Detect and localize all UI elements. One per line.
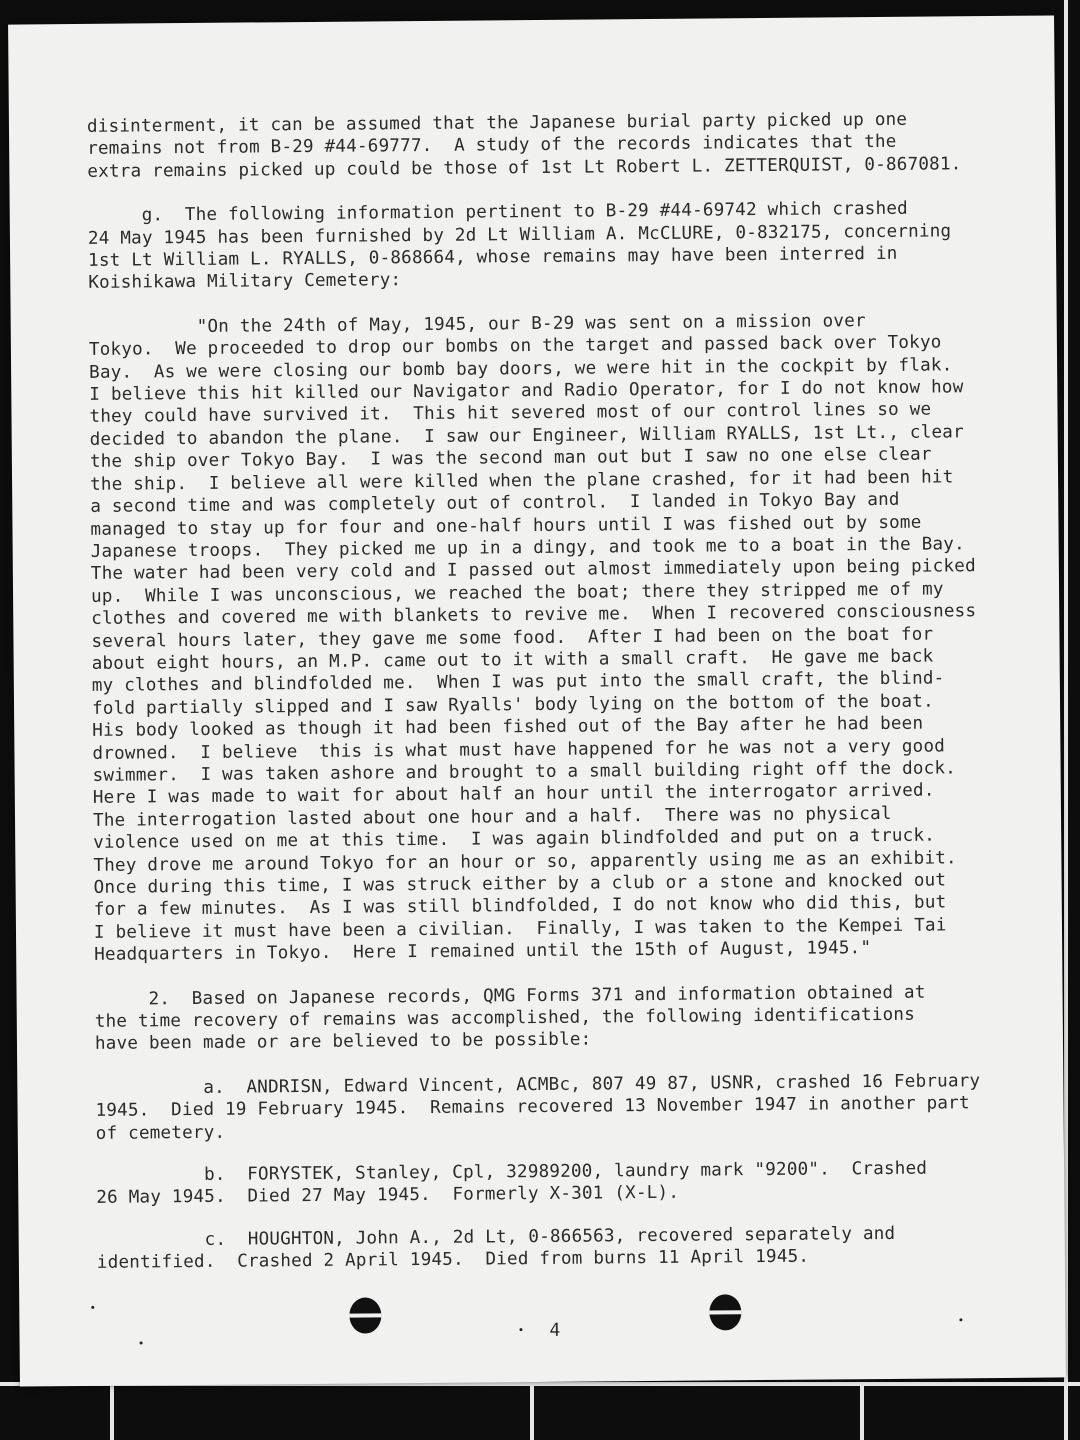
paragraph-quote (89, 309, 995, 967)
text-line: c. HOUGHTON, John A., 2d Lt, 0-866563, recovered separately and (96, 1223, 896, 1251)
text-line: swimmer. I was taken ashore and brought to a small building right off the dock. (92, 758, 957, 786)
text-line: b. FORYSTEK, Stanley, Cpl, 32989200, laundry mark "9200". Crashed (96, 1158, 928, 1186)
text-line: identified. Crashed 2 April 1945. Died from burns 11 April 1945. (96, 1246, 810, 1274)
text-line: the time recovery of remains was accomplished, the following identifications (94, 1004, 916, 1032)
binder-hole (349, 1297, 381, 1333)
text-line: drowned. I believe this is what must have happened for he was not a very good (92, 736, 946, 764)
document-body (87, 108, 997, 1274)
background-line (110, 1382, 114, 1440)
text-line: 2. Based on Japanese records, QMG Forms 371 and information obtained at (94, 982, 926, 1010)
paragraph-a (95, 1070, 996, 1145)
text-line: fold partially slipped and I saw Ryalls' body lying on the bottom of the boat. (91, 691, 934, 719)
text-line: The interrogation lasted about one hour and a half. There was no physical (92, 803, 892, 831)
text-line: my clothes and blindfolded me. When I was put into the small craft, the blind- (91, 668, 945, 697)
background-line (530, 1382, 534, 1440)
text-line: disinterment, it can be assumed that the Japanese burial party picked up one (86, 109, 908, 137)
text-line: Koishikawa Military Cemetery: (88, 270, 402, 294)
paragraph-g (88, 197, 989, 294)
text-line: 1st Lt William L. RYALLS, 0-868664, whose remains may have been interred in (88, 243, 898, 271)
text-line: Japanese troops. They picked me up in a dingy, and took me to a boat in the Bay. (90, 534, 965, 562)
text-line: the ship over Tokyo Bay. I was the second man out but I saw no one else clear (89, 444, 932, 473)
speck (140, 1341, 143, 1344)
paragraph-c (97, 1222, 997, 1275)
text-line: They drove me around Tokyo for an hour or so, apparently using me as an exhibit. (93, 847, 957, 876)
text-line: remains not from B-29 #44-69777. A study of the records indicates that the (87, 132, 897, 160)
text-line: Headquarters in Tokyo. Here I remained until the 15th of August, 1945." (94, 938, 872, 966)
text-line: of cemetery. (95, 1122, 226, 1144)
speck (91, 1306, 94, 1309)
background-line (860, 1382, 864, 1440)
speck (959, 1318, 962, 1321)
text-line: 1945. Died 19 February 1945. Remains recovered 13 November 1947 in another part (95, 1093, 970, 1122)
background-line (1064, 0, 1068, 1440)
text-line: violence used on me at this time. I was again blindfolded and put on a truck. (93, 825, 936, 854)
text-line: extra remains picked up could be those of 1st Lt Robert L. ZETTERQUIST, 0-867081. (87, 154, 962, 182)
paragraph-b (96, 1157, 996, 1210)
text-line: I believe this hit killed our Navigator and Radio Operator, for I do not know how (89, 377, 964, 405)
text-line: Once during this time, I was struck either by a club or a stone and knocked out (93, 870, 947, 898)
paragraph-2 (94, 981, 995, 1056)
document-page (8, 15, 1066, 1386)
text-line: Bay. As we were closing our bomb bay doors, we were hit in the cockpit by flak. (89, 355, 953, 383)
text-line: a second time and was completely out of control. I landed in Tokyo Bay and (90, 489, 900, 517)
text-line: I believe it must have been a civilian. Finally, I was taken to the Kempei Tai (93, 915, 947, 943)
text-line: about eight hours, an M.P. came out to it with a small craft. He gave me back (91, 646, 934, 674)
speck (519, 1328, 522, 1331)
text-line: up. While I was unconscious, we reached the boat; there they stripped me of my (90, 579, 944, 607)
page-number: 4 (549, 1319, 561, 1341)
text-line: a. ANDRISN, Edward Vincent, ACMBc, 807 49 87, USNR, crashed 16 February (95, 1070, 981, 1099)
text-line: His body looked as though it had been fished out of the Bay after he had been (92, 713, 924, 742)
text-line: g. The following information pertinent to B-29 #44-69742 which crashed (87, 198, 909, 227)
text-line: decided to abandon the plane. I saw our Engineer, William RYALLS, 1st Lt., clear (89, 422, 964, 450)
text-line: several hours later, they gave me some food. After I had been on the boat for (91, 624, 934, 652)
text-line: they could have survived it. This hit severed most of our control lines so we (89, 400, 932, 428)
text-line: Tokyo. We proceeded to drop our bombs on the target and passed back over Tokyo (88, 332, 942, 361)
paragraph-intro (87, 108, 988, 183)
text-line: clothes and covered me with blankets to revive me. When I recovered consciousness (91, 601, 977, 630)
text-line: 24 May 1945 has been furnished by 2d Lt William A. McCLURE, 0-832175, concerning (87, 220, 952, 249)
text-line: have been made or are believed to be possible: (94, 1029, 592, 1055)
text-line: The water had been very cold and I passed out almost immediately upon being picked (90, 556, 976, 585)
text-line: 26 May 1945. Died 27 May 1945. Formerly X-301 (X-L). (96, 1183, 680, 1209)
text-line: the ship. I believe all were killed when the plane crashed, for it had been hit (90, 467, 954, 495)
text-line: managed to stay up for four and one-half hours until I was fished out by some (90, 512, 922, 540)
text-line: for a few minutes. As I was still blindfolded, I do not know who did this, but (93, 892, 947, 921)
binder-hole (709, 1294, 741, 1330)
text-line: Here I was made to wait for about half an hour until the interrogator arrived. (92, 780, 935, 809)
text-line: "On the 24th of May, 1945, our B-29 was sent on a mission over (88, 310, 866, 338)
